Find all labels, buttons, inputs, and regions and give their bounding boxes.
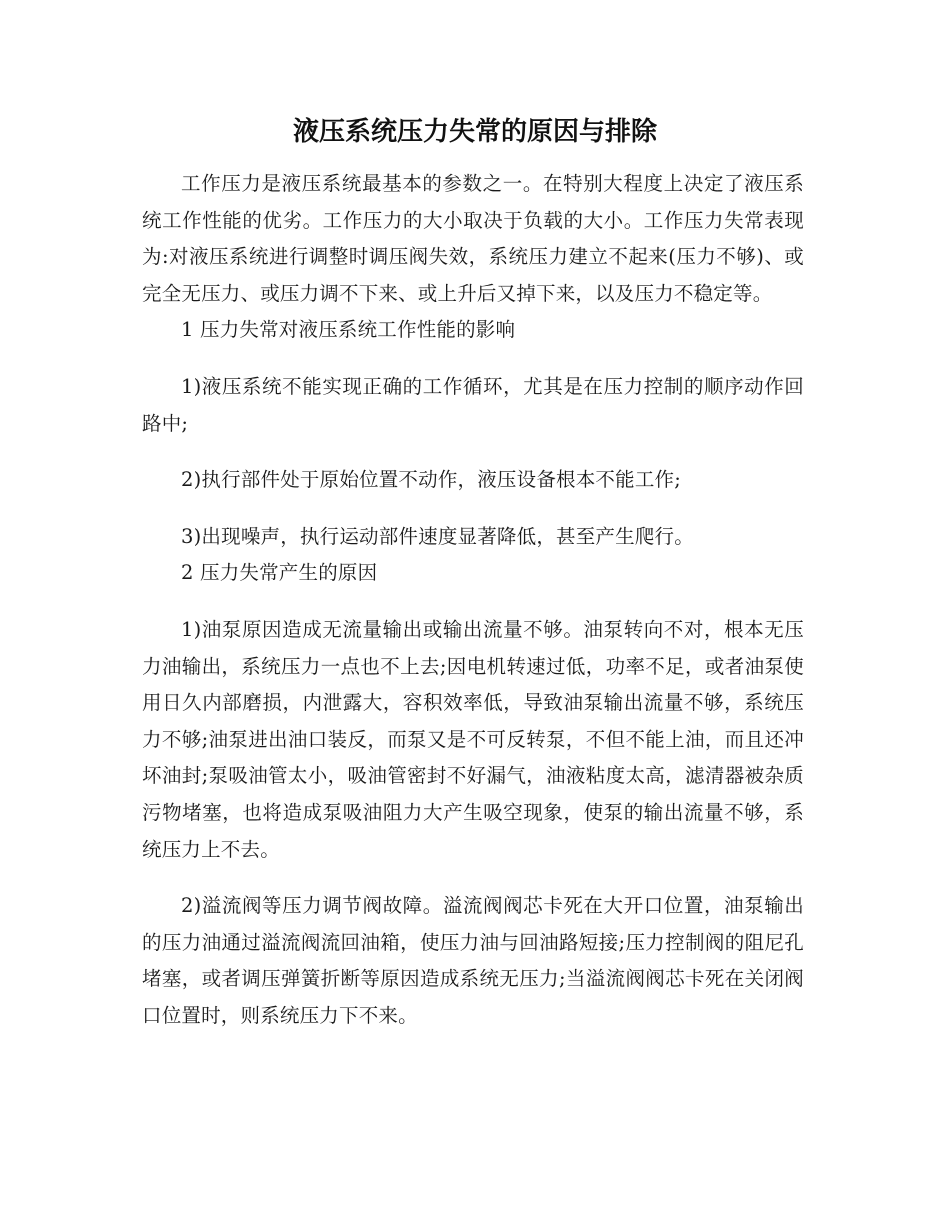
document-title: 液压系统压力失常的原因与排除 [292, 117, 657, 147]
section-2-heading: 2 压力失常产生的原因 [181, 561, 378, 585]
intro-paragraph: 工作压力是液压系统最基本的参数之一。在特别大程度上决定了液压系统工作性能的优劣。工作压力的大小取决于负载的大小。工作压力失常表现为:对液压系统进行调整时调压阀失效，系统压力建立不起来(压力不够)、或完全无压力、或压力调不下来、或上升后又掉下来，以及压力不稳定等。 [142, 172, 804, 305]
section-2-item-2: 2)溢流阀等压力调节阀故障。溢流阀阀芯卡死在大开口位置，油泵输出的压力油通过溢流阀流回油箱，使压力油与回油路短接;压力控制阀的阻尼孔堵塞，或者调压弹簧折断等原因造成系统无压力;当溢流阀阀芯卡死在关闭阀口位置时，则系统压力下不来。 [142, 894, 804, 1027]
section-1-item-2: 2)执行部件处于原始位置不动作，液压设备根本不能工作; [181, 468, 681, 492]
section-1-item-1: 1)液压系统不能实现正确的工作循环，尤其是在压力控制的顺序动作回路中; [142, 374, 804, 435]
section-1-item-3: 3)出现噪声，执行运动部件速度显著降低，甚至产生爬行。 [181, 524, 694, 548]
section-1-heading: 1 压力失常对液压系统工作性能的影响 [181, 318, 516, 342]
section-2-item-1: 1)油泵原因造成无流量输出或输出流量不够。油泵转向不对，根本无压力油输出，系统压力一点也不上去;因电机转速过低，功率不足，或者油泵使用日久内部磨损，内泄露大，容积效率低，导致油泵输出流量不够，系统压力不够;油泵进出油口装反，而泵又是不可反转泵，不但不能上油，而且还冲坏油封;泵吸油管太小，吸油管密封不好漏气，油液粘度太高，滤清器被杂质污物堵塞，也将造成泵吸油阻力大产生吸空现象，使泵的输出流量不够，系统压力上不去。 [142, 617, 804, 861]
document-body [142, 166, 804, 1034]
